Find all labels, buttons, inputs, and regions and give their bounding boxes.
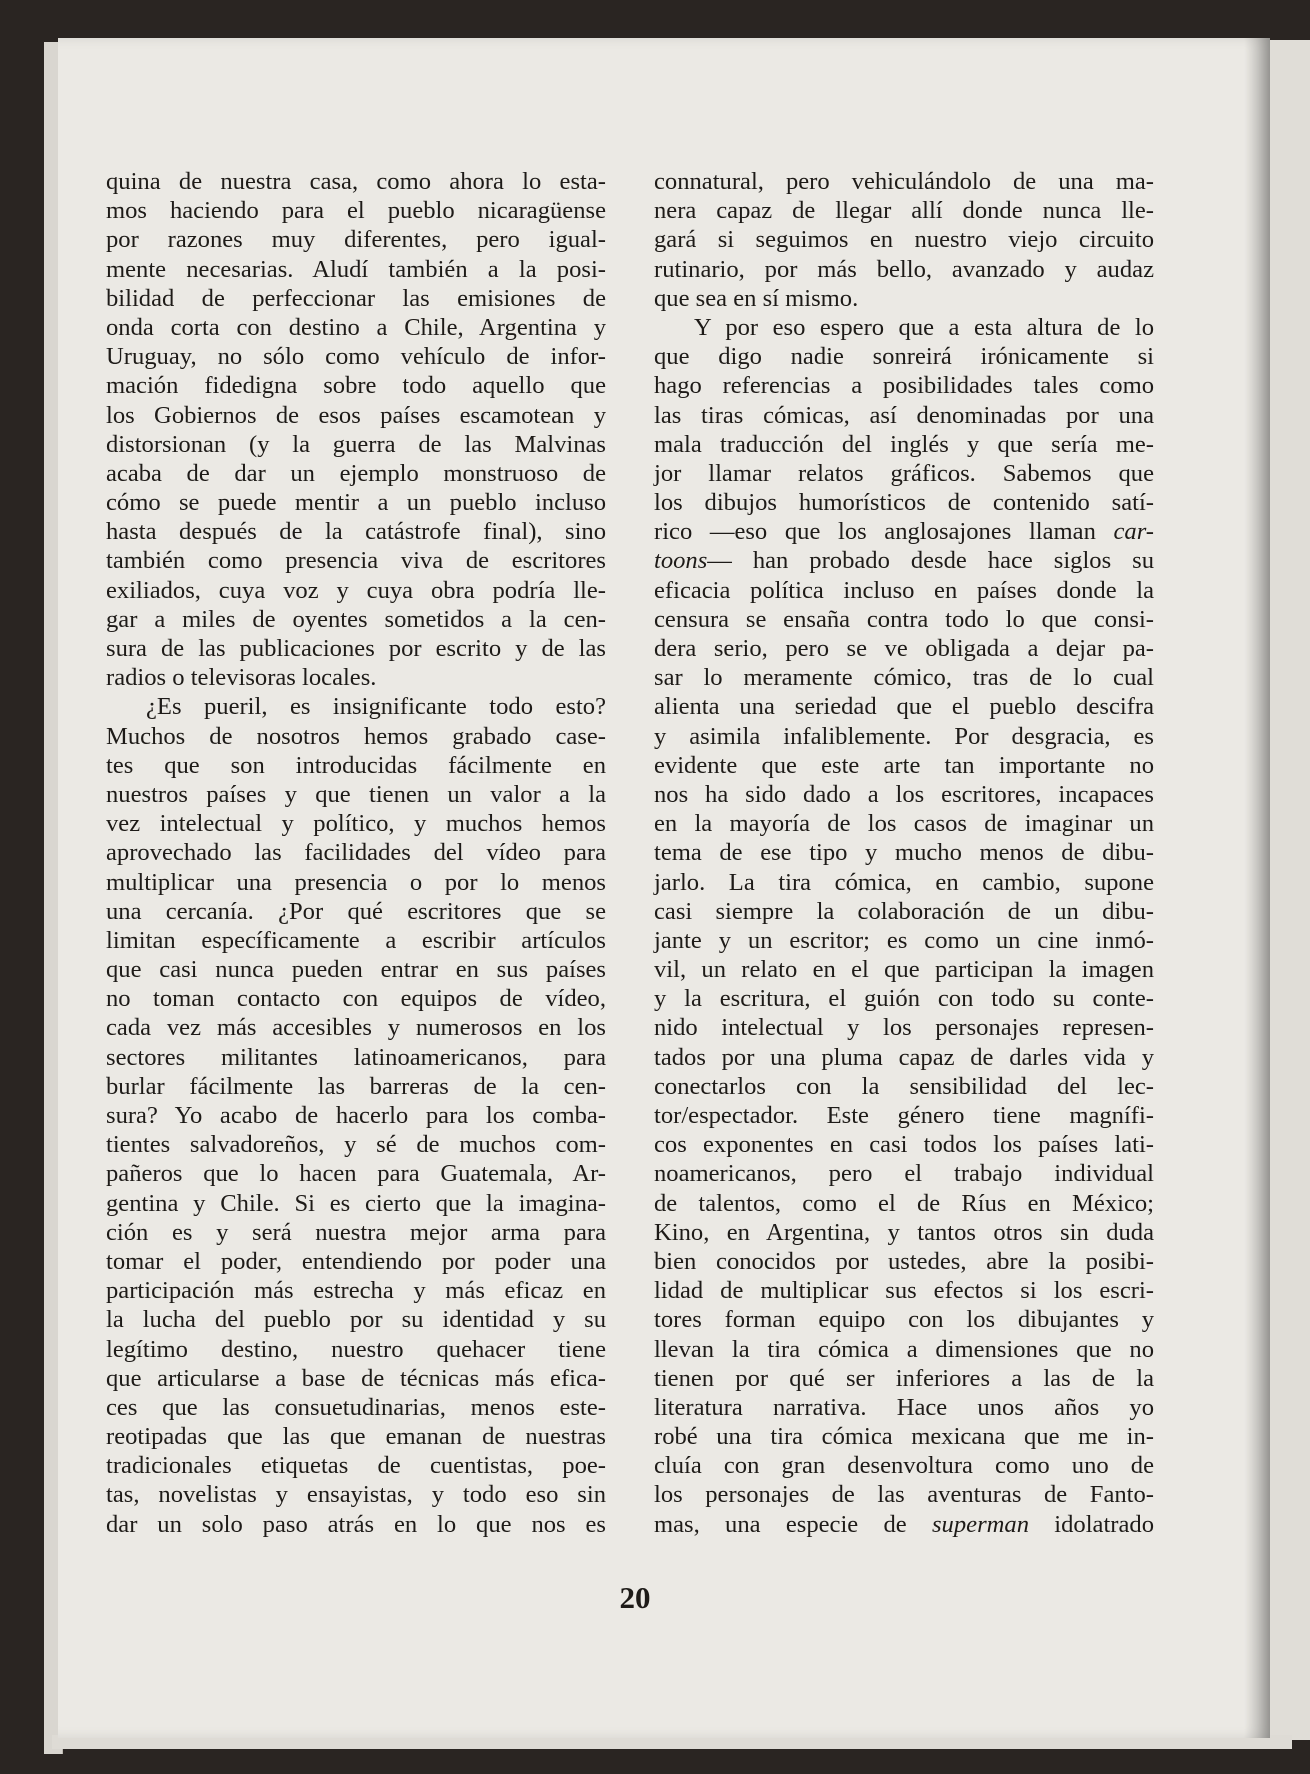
text-line: mente necesarias. Aludí también a la posi- [106,255,606,283]
text-line: las tiras cómicas, así denominadas por una [654,401,1154,429]
text-line: sura? Yo acabo de hacerlo para los comba- [106,1102,606,1129]
facing-page-edge [1268,40,1310,1740]
text-line: legítimo destino, nuestro quehacer tiene [106,1335,606,1363]
text-line: mación fidedigna sobre todo aquello que [106,372,606,400]
text-line: eficacia política incluso en países donde la [654,576,1154,604]
text-line: acaba de dar un ejemplo monstruoso de [106,459,606,487]
text-line: cada vez más accesibles y numerosos en los [106,1014,606,1042]
text-line: rutinario, por más bello, avanzado y audaz [654,255,1154,283]
text-line: hasta después de la catástrofe final), sino [106,518,606,546]
text-line: tados por una pluma capaz de darles vida y [654,1043,1154,1071]
text-line: radios o televisoras locales. [106,664,377,692]
text-line: los personajes de las aventuras de Fanto- [654,1481,1154,1509]
page-number: 20 [619,1580,651,1615]
text-line: nos ha sido dado a los escritores, incapaces [654,780,1154,808]
text-line: y asimila infaliblemente. Por desgracia, es [654,722,1154,750]
text-line: que articularse a base de técnicas más efica- [106,1364,606,1392]
text-line: gar a miles de oyentes sometidos a la cen- [106,605,606,633]
text-line: que casi nunca pueden entrar en sus países [106,956,606,984]
text-line: tomar el poder, entendiendo por poder una [106,1247,606,1275]
text-line: cluía con gran desenvoltura como uno de [654,1452,1154,1480]
text-line: mala traducción del inglés y que sería me- [654,430,1154,458]
text-line: sura de las publicaciones por escrito y de las [106,635,606,662]
text-line: mas, una especie de superman idolatrado [654,1510,1154,1538]
text-line: nido intelectual y los personajes represen- [654,1014,1154,1042]
text-line: bilidad de perfeccionar las emisiones de [106,284,606,312]
text-line: lidad de multiplicar sus efectos si los escri- [654,1277,1154,1305]
text-line: los Gobiernos de esos países escamotean y [106,401,606,429]
text-line: no toman contacto con equipos de vídeo, [106,985,606,1013]
text-line: reotipadas que las que emanan de nuestras [106,1423,606,1451]
text-line: sectores militantes latinoamericanos, para [106,1043,606,1071]
text-line: participación más estrecha y más eficaz en [106,1277,606,1305]
page-gutter-shadow [1244,38,1270,1738]
text-line: aprovechado las facilidades del vídeo para [106,839,606,867]
text-line: nuestros países y que tienen un valor a la [106,780,606,808]
text-line: y la escritura, el guión con todo su conte- [654,985,1154,1013]
text-line: los dibujos humorísticos de contenido satí- [654,489,1154,517]
text-line: también como presencia viva de escritores [106,547,606,575]
text-line: bien conocidos por ustedes, abre la posibi- [654,1247,1154,1275]
text-line: la lucha del pueblo por su identidad y su [106,1306,606,1334]
text-line: multiplicar una presencia o por lo menos [106,868,606,896]
text-line: noamericanos, pero el trabajo individual [654,1160,1154,1188]
text-line: cómo se puede mentir a un pueblo incluso [106,489,606,517]
text-line: quina de nuestra casa, como ahora lo esta- [106,168,606,195]
text-line: dar un solo paso atrás en lo que nos es [106,1510,606,1538]
text-line: sar lo meramente cómico, tras de lo cual [654,664,1154,692]
text-line: Uruguay, no sólo como vehículo de infor- [106,343,606,371]
text-line: nera capaz de llegar allí donde nunca lle- [654,197,1154,225]
text-line: ces que las consuetudinarias, menos este- [106,1393,606,1421]
text-line: que sea en sí mismo. [654,284,859,312]
text-line: vez intelectual y político, y muchos hemos [106,810,606,838]
text-line: robé una tira cómica mexicana que me in- [654,1423,1154,1451]
text-line: ¿Es pueril, es insignificante todo esto? [146,693,606,721]
text-column-right [654,167,1154,1539]
text-column-left [106,167,606,1539]
text-line: Kino, en Argentina, y tantos otros sin duda [654,1218,1154,1246]
text-line: tradicionales etiquetas de cuentistas, poe- [106,1452,606,1480]
text-line: jor llamar relatos gráficos. Sabemos que [654,459,1154,487]
text-line: de talentos, como el de Ríus en México; [654,1189,1154,1217]
text-line: cos exponentes en casi todos los países lati- [654,1131,1154,1159]
text-line: pañeros que lo hacen para Guatemala, Ar- [106,1160,606,1188]
text-line: Y por eso espero que a esta altura de lo [694,313,1154,341]
text-line: en la mayoría de los casos de imaginar un [654,810,1154,838]
text-line: tas, novelistas y ensayistas, y todo eso sin [106,1481,606,1509]
text-line: jarlo. La tira cómica, en cambio, supone [654,868,1154,896]
text-line: censura se ensaña contra todo lo que consi- [654,605,1154,633]
text-line: una cercanía. ¿Por qué escritores que se [106,897,606,925]
text-line: ción es y será nuestra mejor arma para [106,1218,606,1246]
text-line: exiliados, cuya voz y cuya obra podría lle- [106,576,606,604]
text-line: vil, un relato en el que participan la imagen [654,956,1154,984]
text-line: dera serio, pero se ve obligada a dejar pa- [654,635,1154,662]
text-line: gentina y Chile. Si es cierto que la imagina- [106,1189,606,1217]
text-line: limitan específicamente a escribir artículos [106,926,606,954]
text-line: por razones muy diferentes, pero igual- [106,226,606,254]
text-line: tienen por qué ser inferiores a las de la [654,1364,1154,1392]
text-line: onda corta con destino a Chile, Argentina y [106,313,606,341]
text-line: tores forman equipo con los dibujantes y [654,1306,1154,1334]
text-line: burlar fácilmente las barreras de la cen- [106,1072,606,1100]
text-line: tes que son introducidas fácilmente en [106,751,606,779]
text-line: alienta una seriedad que el pueblo descifra [654,693,1154,721]
text-line: que digo nadie sonreirá irónicamente si [654,343,1154,371]
text-line: tientes salvadoreños, y sé de muchos com- [106,1131,606,1159]
text-line: conectarlos con la sensibilidad del lec- [654,1072,1154,1100]
text-line: tema de ese tipo y mucho menos de dibu- [654,839,1154,867]
text-line: evidente que este arte tan importante no [654,751,1154,779]
text-line: gará si seguimos en nuestro viejo circuito [654,226,1154,254]
text-line: hago referencias a posibilidades tales como [654,372,1154,400]
text-line: tor/espectador. Este género tiene magnífi- [654,1102,1154,1129]
text-line: Muchos de nosotros hemos grabado case- [106,722,606,750]
text-line: mos haciendo para el pueblo nicaragüense [106,197,606,225]
text-line: casi siempre la colaboración de un dibu- [654,897,1154,925]
text-line: literatura narrativa. Hace unos años yo [654,1393,1154,1421]
text-line: llevan la tira cómica a dimensiones que no [654,1335,1154,1363]
text-line: distorsionan (y la guerra de las Malvinas [106,430,606,458]
text-line: connatural, pero vehiculándolo de una ma- [654,168,1154,195]
text-line: rico —eso que los anglosajones llaman car- [654,518,1154,546]
text-line: toons— han probado desde hace siglos su [654,547,1154,575]
text-line: jante y un escritor; es como un cine inmó- [654,926,1154,954]
